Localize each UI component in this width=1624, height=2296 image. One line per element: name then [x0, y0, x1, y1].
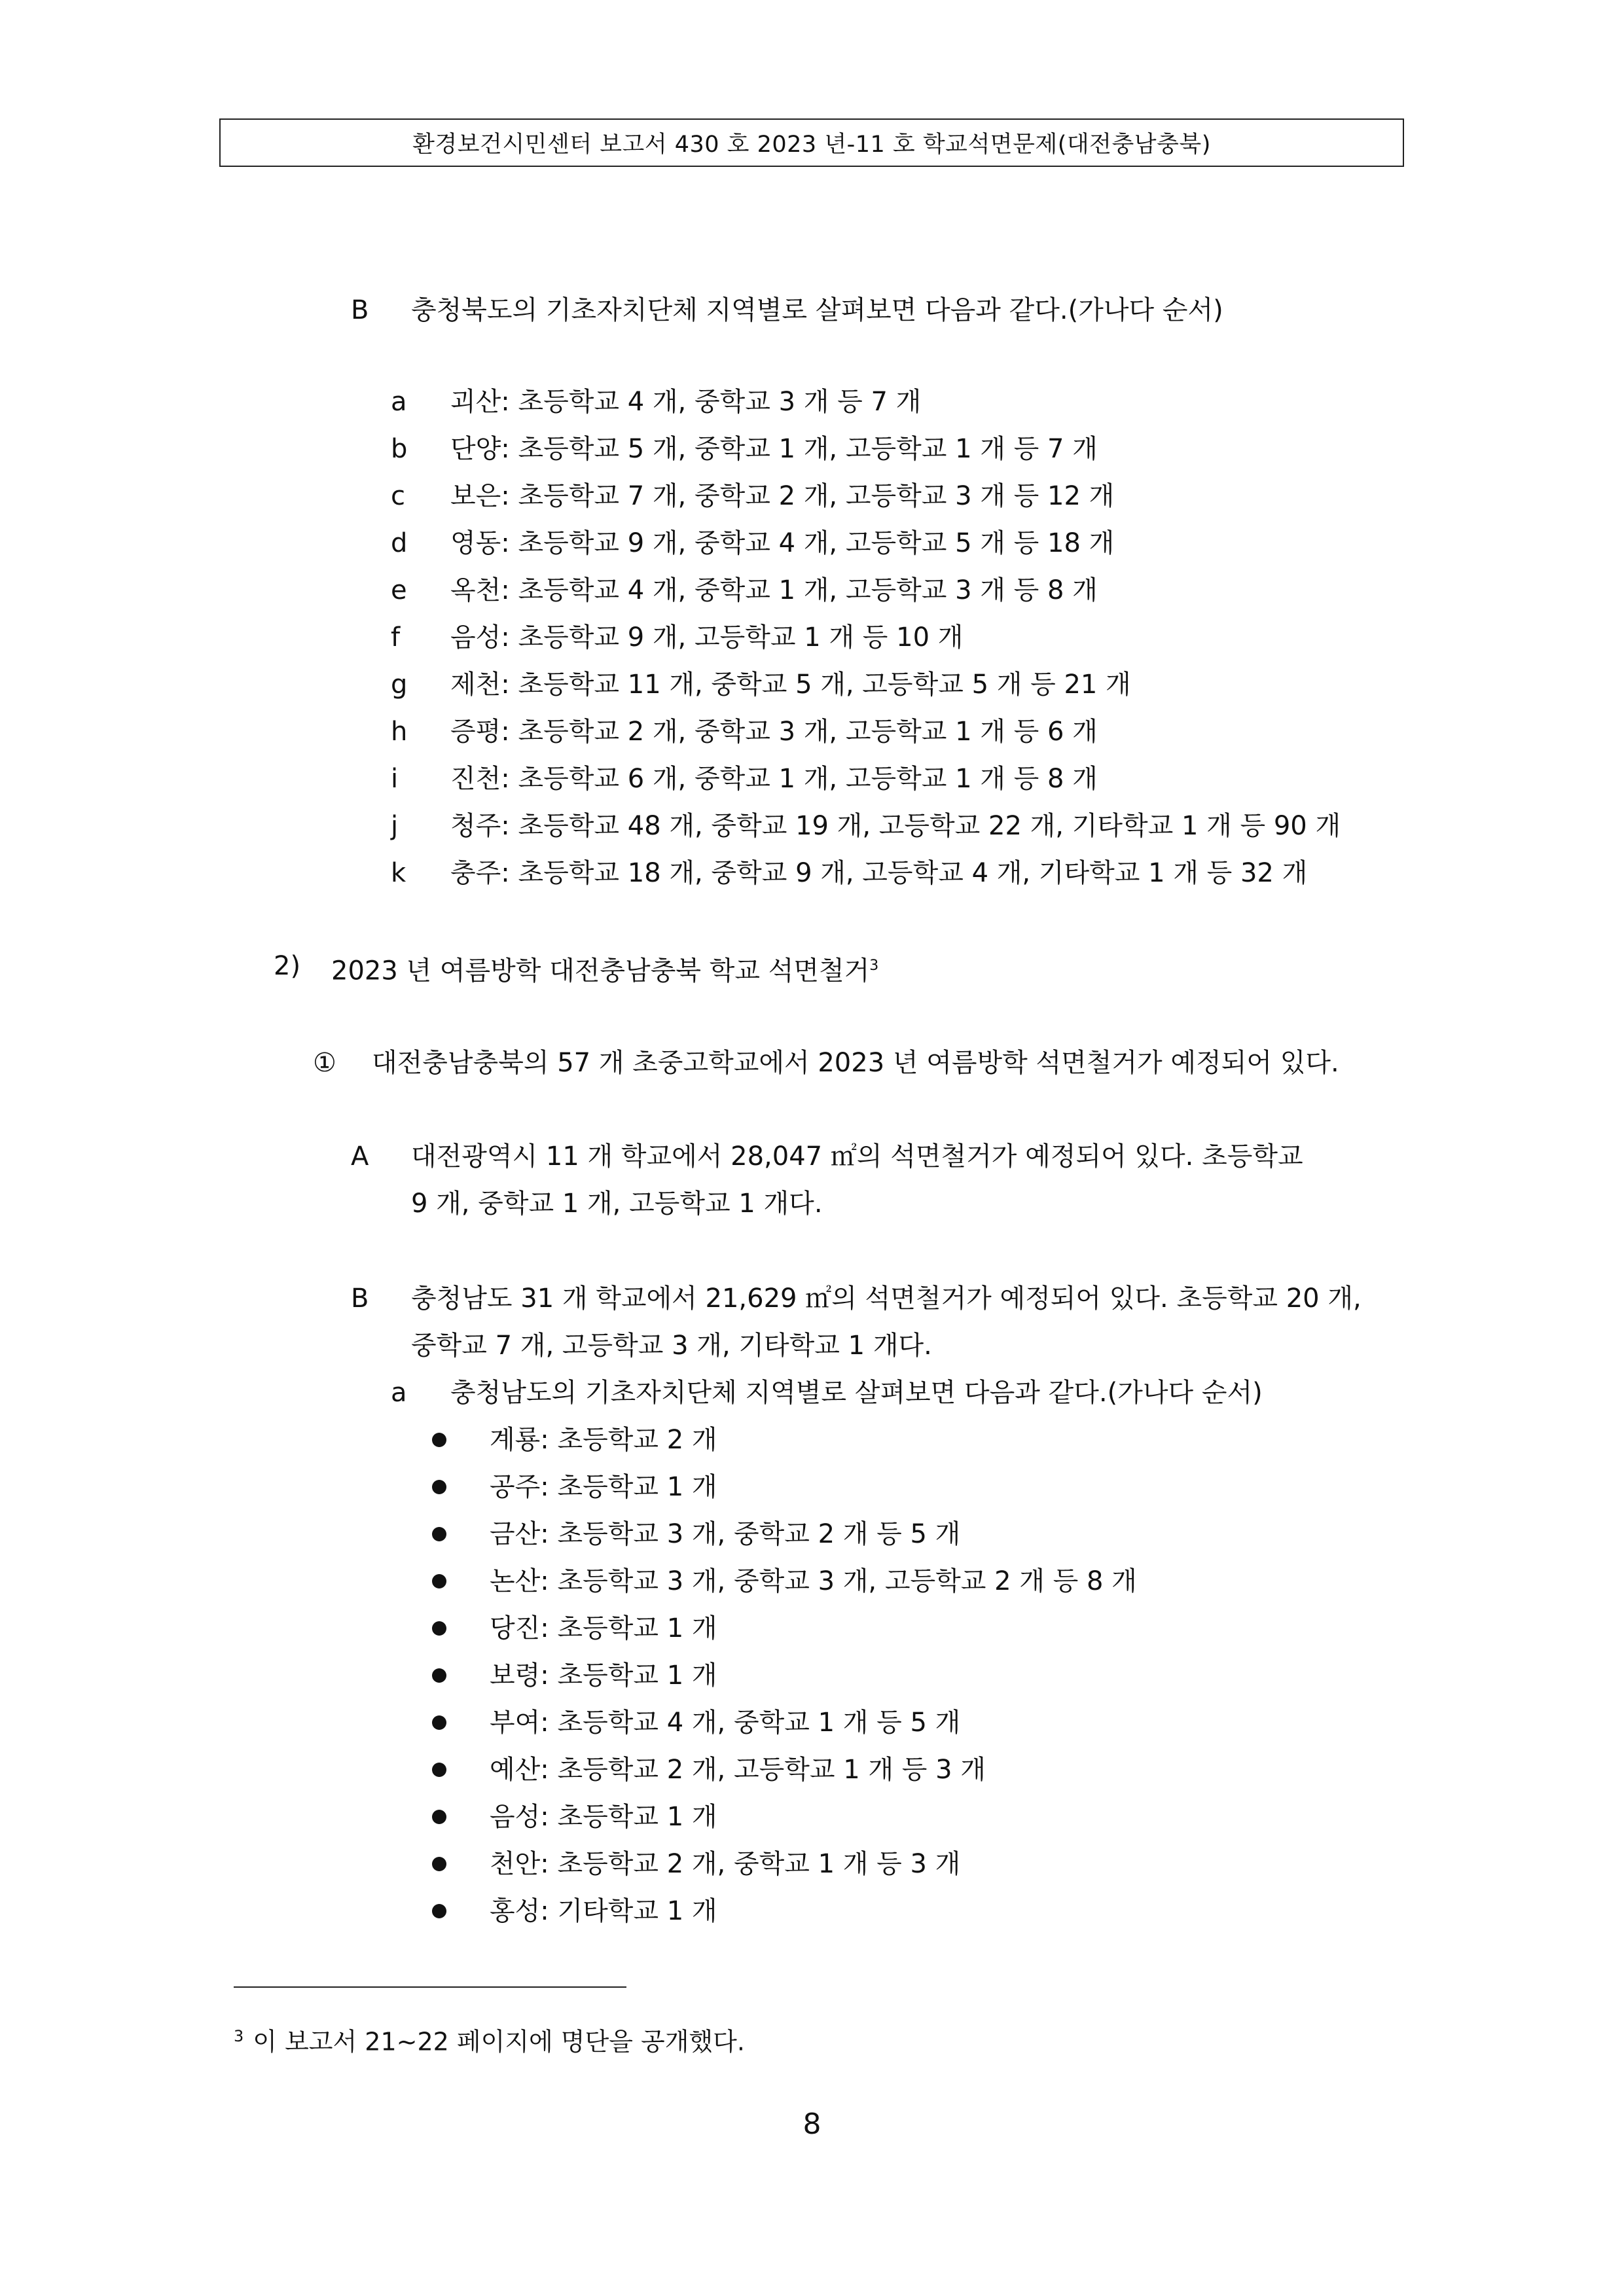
- chungnam-paragraph-line2: 중학교 7 개, 고등학교 3 개, 기타학교 1 개다.: [411, 1331, 932, 1361]
- list-item: 증평: 초등학교 2 개, 중학교 3 개, 고등학교 1 개 등 6 개: [450, 717, 1098, 747]
- report-header-title: 환경보건시민센터 보고서 430 호 2023 년-11 호 학교석면문제(대전충남충북): [412, 132, 1211, 158]
- bullet-item: 금산: 초등학교 3 개, 중학교 2 개 등 5 개: [490, 1519, 961, 1549]
- bullet-item: 보령: 초등학교 1 개: [490, 1660, 717, 1691]
- daejeon-paragraph-line2: 9 개, 중학교 1 개, 고등학교 1 개다.: [411, 1189, 823, 1219]
- list-item: 음성: 초등학교 9 개, 고등학교 1 개 등 10 개: [450, 622, 964, 653]
- section-marker-b: B: [351, 295, 369, 325]
- bullet-item: 당진: 초등학교 1 개: [490, 1613, 717, 1643]
- bullet-icon: [432, 1527, 446, 1541]
- sub-marker-a: a: [391, 1378, 407, 1408]
- list-item-marker: b: [391, 434, 408, 464]
- list-item-marker: g: [391, 670, 408, 700]
- section-number: 2): [274, 951, 301, 981]
- list-item: 단양: 초등학교 5 개, 중학교 1 개, 고등학교 1 개 등 7 개: [450, 434, 1098, 464]
- bullet-item: 홍성: 기타학교 1 개: [490, 1896, 717, 1926]
- list-item: 보은: 초등학교 7 개, 중학교 2 개, 고등학교 3 개 등 12 개: [450, 481, 1115, 511]
- footnote-reference: 3: [869, 958, 879, 974]
- list-item-marker: j: [391, 811, 399, 841]
- bullet-item: 부여: 초등학교 4 개, 중학교 1 개 등 5 개: [490, 1708, 961, 1738]
- bullet-icon: [432, 1621, 446, 1636]
- bullet-item: 공주: 초등학교 1 개: [490, 1472, 717, 1502]
- list-item-marker: c: [391, 481, 405, 511]
- list-item: 괴산: 초등학교 4 개, 중학교 3 개 등 7 개: [450, 387, 922, 417]
- bullet-icon: [432, 1810, 446, 1824]
- bullet-item: 음성: 초등학교 1 개: [490, 1802, 717, 1832]
- list-item: 옥천: 초등학교 4 개, 중학교 1 개, 고등학교 3 개 등 8 개: [450, 575, 1098, 605]
- bullet-icon: [432, 1574, 446, 1588]
- list-item-marker: i: [391, 764, 399, 794]
- footnote-divider: [234, 1986, 626, 1988]
- section-marker-a: A: [351, 1141, 369, 1172]
- section-title-text: 2023 년 여름방학 대전충남충북 학교 석면철거: [331, 956, 870, 986]
- bullet-icon: [432, 1904, 446, 1918]
- list-item: 제천: 초등학교 11 개, 중학교 5 개, 고등학교 5 개 등 21 개: [450, 670, 1131, 700]
- bullet-item: 논산: 초등학교 3 개, 중학교 3 개, 고등학교 2 개 등 8 개: [490, 1566, 1137, 1596]
- circled-number-marker: ①: [313, 1048, 336, 1078]
- report-header: [219, 118, 1404, 167]
- list-item-marker: e: [391, 575, 407, 605]
- summary-paragraph: 대전충남충북의 57 개 초중고학교에서 2023 년 여름방학 석면철거가 예정되어 있다.: [372, 1048, 1339, 1078]
- bullet-item: 천안: 초등학교 2 개, 중학교 1 개 등 3 개: [490, 1849, 961, 1879]
- footnote-number: 3: [234, 2027, 244, 2045]
- list-item-marker: k: [391, 858, 406, 888]
- list-item: 영동: 초등학교 9 개, 중학교 4 개, 고등학교 5 개 등 18 개: [450, 528, 1115, 558]
- daejeon-paragraph-line1: 대전광역시 11 개 학교에서 28,047 ㎡의 석면철거가 예정되어 있다. 초등학교: [411, 1141, 1303, 1172]
- chungnam-intro: 충청남도의 기초자치단체 지역별로 살펴보면 다음과 같다.(가나다 순서): [450, 1378, 1263, 1408]
- list-item: 청주: 초등학교 48 개, 중학교 19 개, 고등학교 22 개, 기타학교 1 개 등 90 개: [450, 811, 1341, 841]
- bullet-item: 예산: 초등학교 2 개, 고등학교 1 개 등 3 개: [490, 1755, 986, 1785]
- chungbuk-intro: 충청북도의 기초자치단체 지역별로 살펴보면 다음과 같다.(가나다 순서): [411, 295, 1223, 325]
- section-title: [331, 950, 878, 986]
- bullet-icon: [432, 1763, 446, 1777]
- list-item-marker: d: [391, 528, 408, 558]
- bullet-icon: [432, 1668, 446, 1683]
- list-item-marker: a: [391, 387, 407, 417]
- bullet-icon: [432, 1715, 446, 1730]
- list-item-marker: h: [391, 717, 408, 747]
- bullet-icon: [432, 1480, 446, 1494]
- list-item: 진천: 초등학교 6 개, 중학교 1 개, 고등학교 1 개 등 8 개: [450, 764, 1098, 794]
- footnote-text: 이 보고서 21~22 페이지에 명단을 공개했다.: [253, 2027, 745, 2056]
- footnote: [234, 2021, 745, 2057]
- page-number: 8: [803, 2108, 821, 2141]
- bullet-icon: [432, 1433, 446, 1447]
- bullet-item: 계룡: 초등학교 2 개: [490, 1425, 717, 1455]
- list-item-marker: f: [391, 622, 401, 653]
- list-item: 충주: 초등학교 18 개, 중학교 9 개, 고등학교 4 개, 기타학교 1 개 등 32 개: [450, 858, 1308, 888]
- bullet-icon: [432, 1857, 446, 1871]
- chungnam-paragraph-line1: 충청남도 31 개 학교에서 21,629 ㎡의 석면철거가 예정되어 있다. 초등학교 20 개,: [411, 1283, 1362, 1314]
- section-marker-b: B: [351, 1283, 369, 1314]
